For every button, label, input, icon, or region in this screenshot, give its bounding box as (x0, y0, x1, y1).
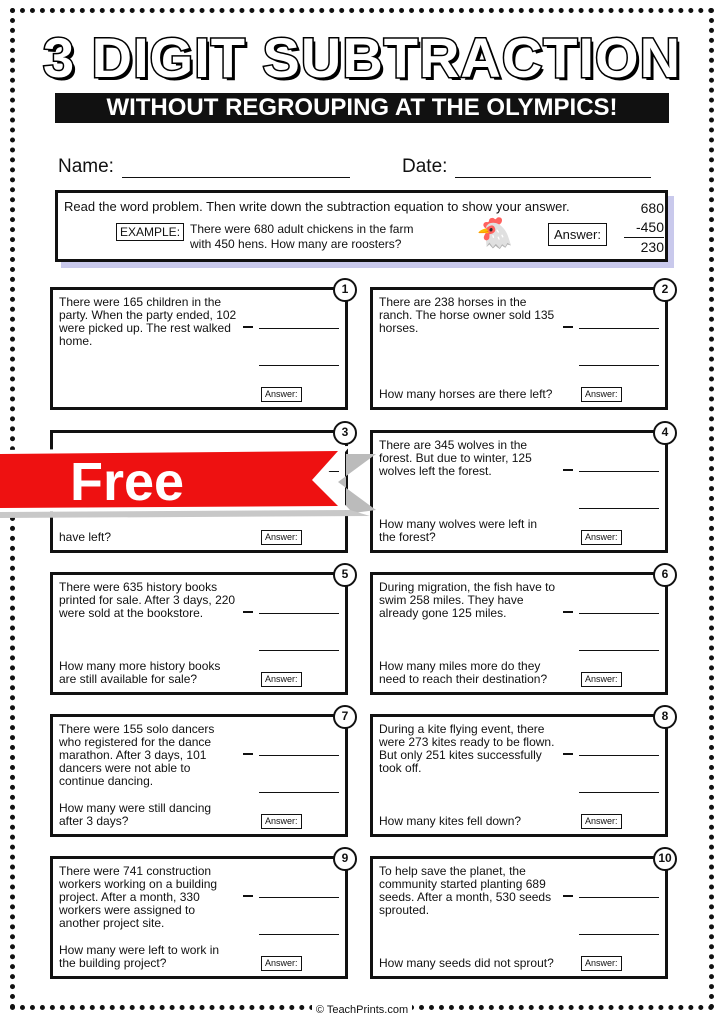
problem-story: During a kite flying event, there were 273 kites ready to be flown. But only 251 kites successfully took off. (379, 722, 555, 775)
equation-line-2[interactable] (579, 508, 659, 509)
equation-line-2[interactable] (259, 792, 339, 793)
hen-icon: 🐔 (476, 217, 514, 250)
equation-line-2[interactable] (259, 365, 339, 366)
instructions-box (55, 190, 668, 262)
example-text (190, 222, 413, 252)
problem-box-9 (50, 851, 349, 979)
answer-label: Answer: (261, 530, 302, 545)
equation-line-1[interactable] (259, 897, 339, 898)
equation-line-2[interactable] (579, 792, 659, 793)
problem-story: There were 165 children in the party. When the party ended, 102 were picked up. The rest walked home. (59, 295, 237, 348)
problem-box-5 (50, 567, 349, 695)
answer-label: Answer: (581, 387, 622, 402)
answer-label: Answer: (261, 956, 302, 971)
equation-line-1[interactable] (579, 755, 659, 756)
minus-sign (243, 611, 253, 613)
answer-label: Answer: (261, 387, 302, 402)
problem-box-10 (370, 851, 672, 979)
name-line[interactable] (122, 177, 350, 178)
answer-label: Answer: (581, 956, 622, 971)
copyright: © TeachPrints.com (312, 1004, 412, 1016)
problem-text (379, 581, 557, 686)
minus-sign (563, 469, 573, 471)
problem-story: There are 345 wolves in the forest. But due to winter, 125 wolves left the forest. (379, 438, 532, 478)
problem-story: There were 741 construction workers working on a building project. After a month, 330 workers were assigned to another project site. (59, 864, 218, 930)
example-line-1: There were 680 adult chickens in the farm (190, 222, 414, 236)
answer-label: Answer: (261, 672, 302, 687)
minus-sign (563, 895, 573, 897)
problem-text (379, 723, 557, 828)
equation-line-2[interactable] (259, 650, 339, 651)
date-label: Date: (402, 156, 448, 177)
problem-text (59, 723, 237, 828)
problem-text (379, 296, 557, 401)
equation-line-1[interactable] (579, 328, 659, 329)
answer-label: Answer: (261, 814, 302, 829)
problem-number: 4 (653, 421, 677, 445)
example-line-2: with 450 hens. How many are roosters? (190, 237, 402, 251)
page-title: 3 DIGIT SUBTRACTION (42, 26, 682, 89)
problem-box-2 (370, 282, 669, 410)
equation-line-1[interactable] (259, 755, 339, 756)
equation-line-2[interactable] (579, 934, 659, 935)
example-label: EXAMPLE: (116, 223, 184, 241)
problem-text (59, 865, 237, 970)
minus-sign (243, 753, 253, 755)
problem-box-4 (370, 425, 669, 553)
equation-line-1[interactable] (579, 613, 659, 614)
problem-box-8 (370, 709, 669, 837)
problem-question: have left? (59, 530, 112, 544)
equation-line-1[interactable] (259, 613, 339, 614)
problem-text (379, 865, 557, 970)
problem-story: There were 635 history books printed for sale. After 3 days, 220 were sold at the bookstore. (59, 580, 236, 620)
problem-question: How many wolves were left in the forest? (379, 517, 538, 544)
equation-line-1[interactable] (579, 897, 659, 898)
problem-number: 6 (653, 563, 677, 587)
minus-sign (563, 326, 573, 328)
page-subtitle: WITHOUT REGROUPING AT THE OLYMPICS! (55, 93, 669, 123)
problem-story: During migration, the fish have to swim 258 miles. They have already gone 125 miles. (379, 580, 556, 620)
instructions-text: Read the word problem. Then write down the subtraction equation to show your answer. (64, 199, 570, 214)
free-banner (0, 446, 376, 518)
name-field[interactable] (58, 156, 350, 178)
minus-sign (563, 753, 573, 755)
problem-number: 3 (333, 421, 357, 445)
problem-story: To help save the planet, the community started planting 689 seeds. After a month, 530 seeds sprouted. (379, 864, 552, 917)
equation-line-1[interactable] (579, 471, 659, 472)
minus-sign (563, 611, 573, 613)
date-line[interactable] (455, 177, 651, 178)
problem-story: There are 238 horses in the ranch. The horse owner sold 135 horses. (379, 295, 555, 335)
problem-number: 2 (653, 278, 677, 302)
example-equation (624, 199, 664, 257)
answer-label: Answer: (581, 672, 622, 687)
problem-number: 9 (333, 847, 357, 871)
problem-text (379, 439, 557, 544)
problem-number: 8 (653, 705, 677, 729)
problem-box-7 (50, 709, 349, 837)
problem-story: There were 155 solo dancers who registered for the dance marathon. After 3 days, 101 dancers were not able to continue dancing. (59, 722, 215, 788)
problem-number: 7 (333, 705, 357, 729)
minus-sign (243, 895, 253, 897)
answer-label: Answer: (581, 814, 622, 829)
problem-box-6 (370, 567, 669, 695)
problem-number: 1 (333, 278, 357, 302)
subtrahend: -450 (624, 218, 664, 238)
banner-text: Free (70, 452, 185, 512)
equation-line-2[interactable] (579, 650, 659, 651)
date-field[interactable] (402, 156, 651, 178)
minuend: 680 (640, 200, 664, 216)
example-answer-label: Answer: (548, 223, 607, 246)
problem-box-1 (50, 282, 349, 410)
problem-question: How many were still dancing after 3 days? (59, 801, 212, 828)
problem-question: How many kites fell down? (379, 814, 522, 828)
problem-question: How many seeds did not sprout? (379, 956, 554, 970)
equation-line-2[interactable] (259, 934, 339, 935)
answer-label: Answer: (581, 530, 622, 545)
footer (0, 1004, 724, 1016)
equation-line-2[interactable] (579, 365, 659, 366)
problem-number: 5 (333, 563, 357, 587)
minus-sign (243, 326, 253, 328)
problem-text (59, 581, 237, 686)
difference: 230 (640, 239, 664, 255)
problem-text (59, 296, 237, 401)
equation-line-1[interactable] (259, 328, 339, 329)
problem-question: How many miles more do they need to reach their destination? (379, 659, 548, 686)
name-label: Name: (58, 156, 114, 177)
problem-question: How many were left to work in the building project? (59, 943, 220, 970)
problem-question: How many more history books are still available for sale? (59, 659, 221, 686)
problem-number: 10 (653, 847, 677, 871)
problem-question: How many horses are there left? (379, 387, 553, 401)
